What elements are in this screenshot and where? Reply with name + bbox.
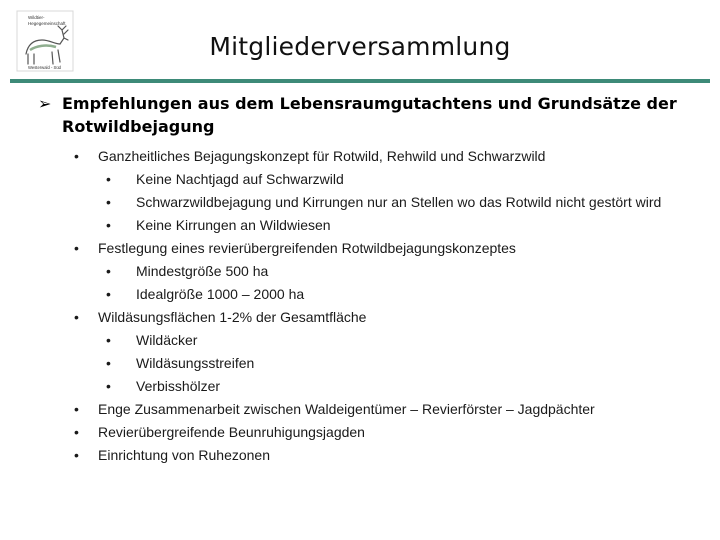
sub-list-item: [66, 375, 686, 398]
bullet-icon: •: [74, 401, 79, 417]
sub-list-item-text: Verbisshölzer: [136, 378, 221, 394]
arrow-bullet-icon: ➢: [38, 94, 52, 113]
bullet-icon: •: [106, 194, 111, 210]
list-item: [66, 444, 686, 467]
sub-list-item: [66, 260, 686, 283]
bullet-icon: •: [74, 447, 79, 463]
list-item-text: Ganzheitliches Bejagungskonzept für Rotwild, Rehwild und Schwarzwild: [98, 148, 546, 164]
logo-line-1: Wildtier-: [28, 15, 45, 20]
section-heading: [38, 92, 678, 138]
bullet-icon: •: [106, 217, 111, 233]
list-item-text: Enge Zusammenarbeit zwischen Waldeigentümer – Revierförster – Jagdpächter: [98, 401, 595, 417]
section-heading-text: Empfehlungen aus dem Lebensraumgutachtens und Grundsätze der Rotwildbejagung: [62, 94, 677, 136]
list-item: [66, 398, 686, 421]
sub-list-item: [66, 168, 686, 191]
sub-list-item-text: Keine Nachtjagd auf Schwarzwild: [136, 171, 344, 187]
bullet-icon: •: [74, 424, 79, 440]
bullet-icon: •: [106, 286, 111, 302]
sub-list-item: [66, 283, 686, 306]
sub-list-item-text: Schwarzwildbejagung und Kirrungen nur an Stellen wo das Rotwild nicht gestört wird: [136, 194, 662, 210]
sub-list-item: [66, 191, 686, 214]
sub-list-item-text: Mindestgröße 500 ha: [136, 263, 269, 279]
list-item-text: Revierübergreifende Beunruhigungsjagden: [98, 424, 365, 440]
list-item-text: Einrichtung von Ruhezonen: [98, 447, 271, 463]
bullet-icon: •: [106, 355, 111, 371]
list-item: [66, 145, 686, 168]
bullet-icon: •: [74, 148, 79, 164]
bullet-icon: •: [74, 309, 79, 325]
bullet-icon: •: [74, 240, 79, 256]
sub-list-item: [66, 329, 686, 352]
bullet-icon: •: [106, 263, 111, 279]
sub-list-item: [66, 352, 686, 375]
title-divider: [10, 79, 710, 83]
bullet-icon: •: [106, 378, 111, 394]
sub-list-item-text: Wildäcker: [136, 332, 198, 348]
logo-line-2: Hegegemeinschaft: [28, 21, 66, 26]
sub-list-item-text: Wildäsungsstreifen: [136, 355, 255, 371]
sub-list-item-text: Keine Kirrungen an Wildwiesen: [136, 217, 331, 233]
bullet-list: [66, 145, 686, 467]
page-title: Mitgliederversammlung: [209, 32, 511, 61]
list-item: [66, 421, 686, 444]
sub-list-item: [66, 214, 686, 237]
sub-list-item-text: Idealgröße 1000 – 2000 ha: [136, 286, 305, 302]
list-item-text: Festlegung eines revierübergreifenden Rotwildbejagungskonzeptes: [98, 240, 516, 256]
list-item: [66, 237, 686, 260]
bullet-icon: •: [106, 332, 111, 348]
list-item-text: Wildäsungsflächen 1-2% der Gesamtfläche: [98, 309, 367, 325]
bullet-icon: •: [106, 171, 111, 187]
list-item: [66, 306, 686, 329]
logo-line-3: Westerwald - Süd: [28, 65, 61, 70]
